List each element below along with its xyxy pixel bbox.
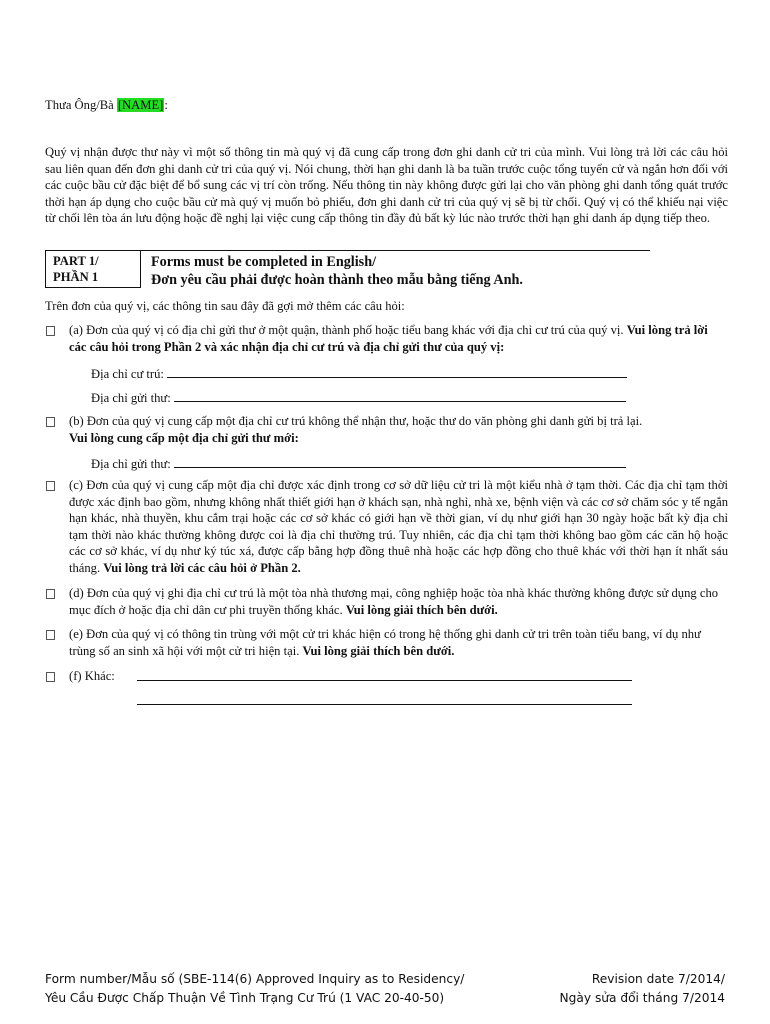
part-heading-en: Forms must be completed in English/ [151, 254, 377, 270]
item-e-instruction: Vui lòng giải thích bên dưới. [302, 643, 455, 658]
mailing-address-label-b: Địa chỉ gửi thư: [91, 457, 171, 471]
item-c-text: (c) Đơn của quý vị cung cấp một địa chỉ được xác định trong cơ sở dữ liệu cử tri là một kiểu nhà ở tạm thời. Các địa chỉ tạm thời được xác định bao gồm, nhưng không nhất thiết giới hạn ở khách sạn, nhà nghỉ, nhà xe, bệnh viện và các cơ sở chăm sóc y tế ngắn hạn khác, nhà thuyền, khu cắm trại hoặc các cơ sở khác có giới hạn về thời gian, ví dụ như giới hạn 30 ngày hoặc bất kỳ địa chỉ tạm thời nào khác thường không được coi là địa chỉ thường trú. Tuy nhiên, các địa chỉ tạm thời không bao gồm các căn hộ hoặc các cơ sở khác, ví dụ như ký túc xá, được cấp bằng hợp đồng thuê nhà hoặc các hợp đồng cho thuê khác với thời hạn ít nhất sáu tháng. [69, 478, 728, 575]
item-d-text: (d) Đơn của quý vị ghi địa chỉ cư trú là một tòa nhà thương mại, công nghiệp hoặc tòa nhà khác thường không được sử dụng cho mục đích ở hoặc địa chỉ dân cư phi truyền thống khác. [69, 586, 719, 617]
footer-right-line1: Revision date 7/2014/ [591, 972, 725, 986]
part-label-vi: PHẦN 1 [53, 270, 99, 284]
item-a [69, 322, 728, 355]
item-d-instruction: Vui lòng giải thích bên dưới. [345, 602, 498, 617]
mailing-address-label-a: Địa chỉ gửi thư: [91, 391, 171, 405]
item-d [69, 585, 728, 618]
footer-left-line2: Yêu Cầu Được Chấp Thuận Về Tình Trạng Cư Trú (1 VAC 20-40-50) [45, 991, 445, 1005]
checkbox-d[interactable] [46, 589, 55, 599]
checkbox-a[interactable] [46, 326, 55, 336]
part-label-en: PART 1/ [53, 254, 99, 268]
part-heading [151, 253, 523, 289]
mailing-address-field-b[interactable] [174, 455, 626, 468]
footer-revision-date [560, 970, 725, 1008]
checkbox-c[interactable] [46, 481, 55, 491]
part-heading-vi: Đơn yêu cầu phải được hoàn thành theo mẫu bằng tiếng Anh. [151, 272, 523, 288]
item-c-instruction: Vui lòng trả lời các câu hỏi ở Phần 2. [103, 560, 301, 575]
checkbox-f[interactable] [46, 672, 55, 682]
footer-left-line1: Form number/Mẫu số (SBE-114(6) Approved Inquiry as to Residency/ [45, 972, 465, 986]
item-b-text: (b) Đơn của quý vị cung cấp một địa chỉ cư trú không thể nhận thư, hoặc thư do văn phòng ghi danh gửi bị trả lại. [69, 414, 643, 428]
item-c [69, 477, 728, 576]
item-b-instruction: Vui lòng cung cấp một địa chỉ gửi thư mới: [69, 430, 299, 445]
other-line-1[interactable] [137, 680, 632, 681]
intro-paragraph: Quý vị nhận được thư này vì một số thông tin mà quý vị đã cung cấp trong đơn ghi danh cử tri của mình. Vui lòng trả lời các câu hỏi sau liên quan đến đơn ghi danh cử tri của quý vị. Nói chung, thời hạn ghi danh là ba tuần trước cuộc tổng tuyển cử và ngắn hơn đối với các cuộc bầu cử đặc biệt để bổ sung các vị trí còn trống. Nếu thông tin này không được gửi lại cho văn phòng ghi danh tổng quát trước thời hạn áp dụng cho cuộc bầu cử mà quý vị muốn bỏ phiếu, đơn ghi danh cử tri của quý vị sẽ bị từ chối. Quý vị có thể khiếu nại việc từ chối lên tòa án lưu động hoặc đề nghị lại việc cung cấp thông tin đầy đủ bất kỳ lúc nào trước thời hạn ghi danh áp dụng tiếp theo. [45, 145, 728, 225]
salutation-prefix: Thưa Ông/Bà [45, 98, 117, 112]
mailing-address-row-b [91, 455, 626, 473]
residence-address-label: Địa chỉ cư trú: [91, 367, 164, 381]
checkbox-b[interactable] [46, 417, 55, 427]
mailing-address-field-a[interactable] [174, 389, 626, 402]
footer-form-number [45, 970, 464, 1008]
salutation-suffix: : [164, 98, 168, 112]
other-line-2[interactable] [137, 704, 632, 705]
item-f-label: (f) Khác: [69, 669, 115, 683]
salutation [45, 97, 168, 114]
footer-right-line2: Ngày sửa đổi tháng 7/2014 [559, 991, 725, 1005]
item-e [69, 626, 728, 659]
checkbox-e[interactable] [46, 630, 55, 640]
residence-address-row [91, 365, 627, 383]
part-label-box [45, 251, 141, 288]
lead-text: Trên đơn của quý vị, các thông tin sau đây đã gợi mở thêm các câu hỏi: [45, 299, 405, 313]
item-e-text: (e) Đơn của quý vị có thông tin trùng với một cử tri khác hiện có trong hệ thống ghi danh cử tri trên toàn tiểu bang, ví dụ như trùng số an sinh xã hội với một cử tri hiện tại. [69, 627, 701, 658]
residence-address-field[interactable] [167, 365, 627, 378]
mailing-address-row-a [91, 389, 626, 407]
item-a-instruction: Vui lòng trả lời các câu hỏi trong Phần 2 và xác nhận địa chỉ cư trú và địa chỉ gửi thư của quý vị: [69, 323, 708, 354]
name-placeholder: [NAME] [117, 98, 164, 112]
item-a-text: (a) Đơn của quý vị có địa chỉ gửi thư ở một quận, thành phố hoặc tiểu bang khác với địa chỉ cư trú của quý vị. [69, 323, 627, 337]
item-b [69, 413, 728, 446]
